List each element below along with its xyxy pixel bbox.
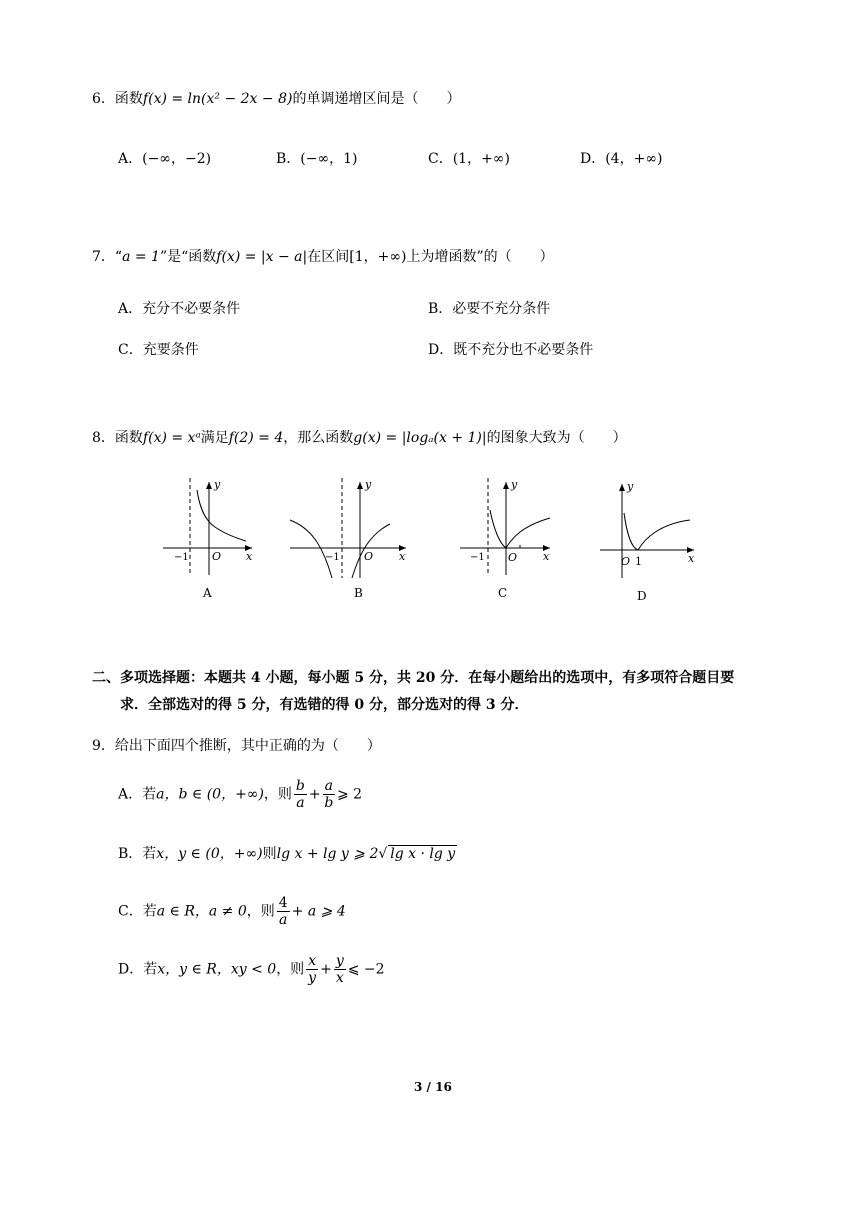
q7-text-b: ”是“函数 (159, 249, 217, 265)
q9b-mid: 则 (262, 846, 277, 862)
q9-option-d (118, 953, 385, 986)
q7-interval: [1，+∞) (349, 249, 407, 265)
q9d-den1: y (308, 970, 317, 986)
q7-text-d: 上为增函数”的（ ） (406, 249, 554, 265)
q9d-plus: + (320, 961, 332, 978)
graph-d-one: 1 (635, 555, 642, 568)
page-number: 3 / 16 (414, 1080, 452, 1094)
graph-c-origin: O (508, 551, 518, 564)
q9b-expr: lg x + lg y ⩾ 2 (276, 846, 379, 862)
graph-a-y-label: y (214, 478, 221, 491)
q9b-root: lg x · lg y (390, 846, 456, 862)
q7-text-c: 在区间 (307, 249, 350, 265)
graph-a-label: A (203, 586, 212, 600)
q9c-vars: a ∈ R，a ≠ 0 (156, 903, 247, 920)
q9c-tail: + a ⩾ 4 (291, 903, 346, 920)
q7-option-d: D．既不充分也不必要条件 (428, 342, 594, 358)
graph-c-y-label: y (511, 478, 518, 491)
q9d-vars: x，y ∈ R，xy < 0 (157, 961, 277, 978)
q6-option-b: B．(−∞，1) (276, 151, 358, 167)
q8-g-formula: g(x) = |logₐ(x + 1)| (353, 430, 487, 446)
q9c-mid: ，则 (246, 903, 275, 920)
graph-c-x-label: x (543, 550, 550, 563)
section2-line1: 二、多项选择题：本题共 4 小题，每小题 5 分，共 20 分．在每小题给出的选项中，有多项符合题目要 (92, 670, 735, 686)
q9d-num2: y (335, 953, 344, 969)
q9a-tail: ⩾ 2 (336, 786, 363, 803)
q9b-vars: x，y ∈ (0，+∞) (156, 846, 263, 862)
q9d-pre: D．若 (118, 961, 158, 978)
q7-text-a: 7．“ (92, 249, 123, 265)
q8-stem (92, 427, 627, 447)
q6-option-d: D．(4，+∞) (580, 151, 663, 167)
q6-formula: f(x) = ln(x² − 2x − 8) (142, 91, 293, 107)
q8-graphs (0, 470, 860, 630)
q9d-tail: ⩽ −2 (347, 961, 385, 978)
q9-option-b (118, 843, 457, 863)
q9a-den1: a (296, 795, 305, 811)
graph-c-label: C (498, 586, 508, 600)
q9c-frac (277, 895, 290, 928)
q9-option-a (118, 778, 362, 811)
q7-formula: f(x) = |x − a| (216, 249, 308, 265)
q9a-pre: A．若 (118, 786, 157, 803)
q8-cond: f(2) = 4 (228, 430, 284, 446)
q7-option-a: A．充分不必要条件 (118, 301, 241, 317)
q9a-num1: b (295, 778, 305, 794)
q6-option-a: A．(−∞，−2) (118, 151, 212, 167)
q7-cond: a = 1 (122, 249, 160, 265)
graph-d-x-label: x (688, 552, 695, 565)
graph-c-neg-one: −1 (470, 552, 485, 563)
q8-text-b: 满足 (200, 430, 229, 446)
q9c-den: a (279, 912, 288, 928)
q9-stem: 9．给出下面四个推断，其中正确的为（ ） (92, 738, 381, 754)
q6-option-c: C．(1，+∞) (428, 151, 510, 167)
graph-b-origin: O (364, 550, 374, 563)
q9a-frac2 (323, 778, 335, 811)
q9d-mid: ，则 (276, 961, 305, 978)
graph-d (600, 484, 694, 578)
q6-stem (92, 88, 460, 108)
q9c-pre: C．若 (118, 903, 157, 920)
graph-b-x-label: x (399, 550, 406, 563)
q8-text-c: ，那么函数 (283, 430, 354, 446)
graph-a-x-label: x (246, 550, 253, 563)
q9c-num: 4 (278, 895, 288, 911)
q9b-root-sign: √ (378, 846, 388, 862)
graph-b-neg-one: −1 (325, 552, 340, 563)
q9d-frac2 (334, 953, 346, 986)
q9a-vars: a，b ∈ (0，+∞) (156, 786, 264, 803)
q9b-pre: B．若 (118, 846, 157, 862)
q7-option-b: B．必要不充分条件 (428, 301, 551, 317)
graph-b-y-label: y (365, 478, 372, 491)
q7-stem (92, 246, 554, 266)
graph-b-label: B (354, 586, 363, 600)
q6-suffix: 的单调递增区间是（ ） (292, 91, 461, 107)
q9a-plus: + (308, 786, 321, 803)
q7-option-c: C．充要条件 (118, 342, 199, 358)
q9a-frac1 (294, 778, 307, 811)
q6-prefix: 6．函数 (92, 91, 143, 107)
q9d-frac1 (306, 953, 318, 986)
q9d-num1: x (308, 953, 317, 969)
q9a-den2: b (324, 795, 334, 811)
graph-d-y-label: y (627, 480, 634, 493)
graph-d-origin: O (621, 555, 631, 568)
q8-f-formula: f(x) = xᵃ (142, 430, 201, 446)
graph-b (290, 478, 406, 578)
q9a-mid: ，则 (263, 786, 292, 803)
q8-suffix: 的图象大致为（ ） (486, 430, 627, 446)
section2-line2: 求．全部选对的得 5 分，有选错的得 0 分，部分选对的得 3 分． (120, 697, 529, 713)
q9-option-c (118, 895, 346, 928)
graph-a-neg-one: −1 (174, 552, 189, 563)
q9a-num2: a (324, 778, 333, 794)
graph-a-origin: O (212, 550, 222, 563)
graph-d-label: D (637, 589, 647, 603)
q9d-den2: x (335, 970, 344, 986)
q8-prefix: 8．函数 (92, 430, 143, 446)
